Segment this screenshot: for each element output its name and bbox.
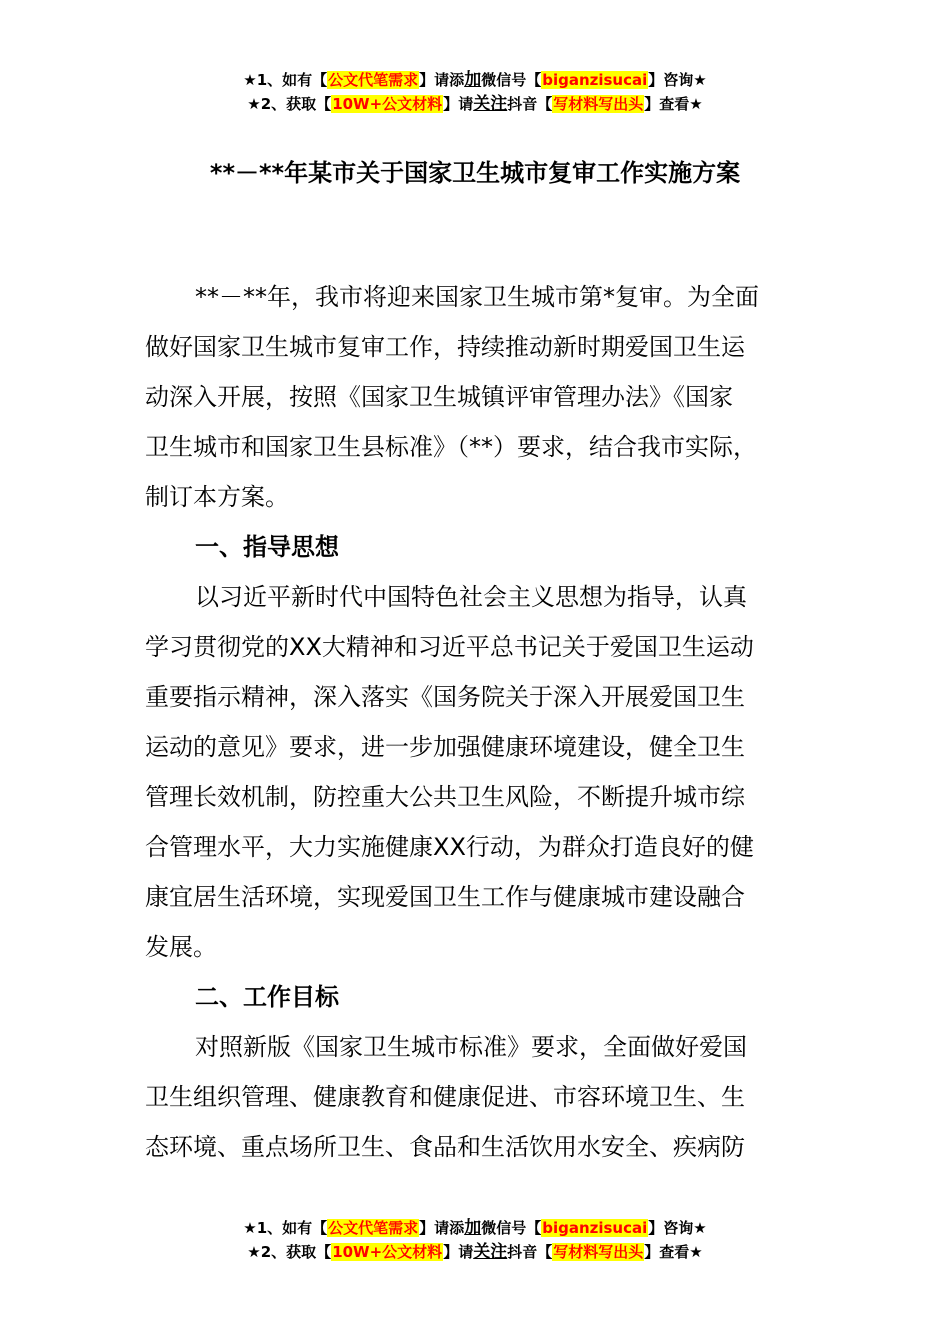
section-heading: 一、指导思想	[195, 533, 339, 561]
paragraph-line: 对照新版《国家卫生城市标准》要求，全面做好爱国	[195, 1033, 747, 1061]
footer-banner	[0, 1216, 950, 1264]
paragraph-line: 卫生城市和国家卫生县标准》（**）要求，结合我市实际，	[145, 433, 757, 461]
banner-text: 】查看★	[644, 95, 703, 113]
highlight-wechat-id: biganzisucai	[542, 1219, 648, 1237]
highlight-service: 公文代笔需求	[328, 1219, 419, 1237]
banner-underlined-text: 加	[464, 70, 482, 90]
highlight-douyin: 写材料写出头	[553, 95, 644, 113]
banner-text: ★1、如有【	[243, 71, 328, 89]
paragraph-line: 发展。	[145, 933, 217, 961]
paragraph-line: 制订本方案。	[145, 483, 289, 511]
header-banner	[0, 68, 950, 116]
banner-line-1	[0, 1216, 950, 1240]
highlight-materials: 10W+公文材料	[332, 1243, 443, 1261]
highlight-douyin: 写材料写出头	[553, 1243, 644, 1261]
paragraph-line: 康宜居生活环境，实现爱国卫生工作与健康城市建设融合	[145, 883, 745, 911]
banner-text: 】请添	[419, 1219, 465, 1237]
banner-text: 微信号【	[481, 1219, 542, 1237]
section-heading: 二、工作目标	[195, 983, 339, 1011]
highlight-service: 公文代笔需求	[328, 71, 419, 89]
banner-line-1	[0, 68, 950, 92]
highlight-wechat-id: biganzisucai	[542, 71, 648, 89]
banner-text: 】请添	[419, 71, 465, 89]
banner-text: ★2、获取【	[247, 95, 332, 113]
highlight-materials: 10W+公文材料	[332, 95, 443, 113]
paragraph-line: 以习近平新时代中国特色社会主义思想为指导，认真	[195, 583, 747, 611]
paragraph-line: 态环境、重点场所卫生、食品和生活饮用水安全、疾病防	[145, 1133, 745, 1161]
paragraph-line: 重要指示精神，深入落实《国务院关于深入开展爱国卫生	[145, 683, 745, 711]
banner-text: 抖音【	[507, 1243, 553, 1261]
banner-text: 抖音【	[507, 95, 553, 113]
paragraph-line: 卫生组织管理、健康教育和健康促进、市容环境卫生、生	[145, 1083, 745, 1111]
banner-text: 微信号【	[481, 71, 542, 89]
paragraph-line: 动深入开展，按照《国家卫生城镇评审管理办法》《国家	[145, 383, 733, 411]
banner-text: 】咨询★	[648, 71, 707, 89]
paragraph-line: 合管理水平，大力实施健康XX行动，为群众打造良好的健	[145, 833, 754, 861]
paragraph-line: 做好国家卫生城市复审工作，持续推动新时期爱国卫生运	[145, 333, 745, 361]
paragraph-line: 管理长效机制，防控重大公共卫生风险，不断提升城市综	[145, 783, 745, 811]
banner-line-2	[0, 1240, 950, 1264]
paragraph-line: 学习贯彻党的XX大精神和习近平总书记关于爱国卫生运动	[145, 633, 754, 661]
banner-text: 】请	[443, 95, 474, 113]
banner-text: ★1、如有【	[243, 1219, 328, 1237]
banner-text: ★2、获取【	[247, 1243, 332, 1261]
banner-underlined-text: 关注	[473, 1242, 508, 1262]
paragraph-line: **－**年，我市将迎来国家卫生城市第*复审。为全面	[195, 283, 759, 311]
banner-underlined-text: 加	[464, 1218, 482, 1238]
paragraph-line: 运动的意见》要求，进一步加强健康环境建设，健全卫生	[145, 733, 745, 761]
banner-text: 】请	[443, 1243, 474, 1261]
banner-underlined-text: 关注	[473, 94, 508, 114]
banner-text: 】咨询★	[648, 1219, 707, 1237]
document-body	[145, 272, 835, 1172]
document-title: **－**年某市关于国家卫生城市复审工作实施方案	[209, 159, 741, 187]
banner-text: 】查看★	[644, 1243, 703, 1261]
banner-line-2	[0, 92, 950, 116]
